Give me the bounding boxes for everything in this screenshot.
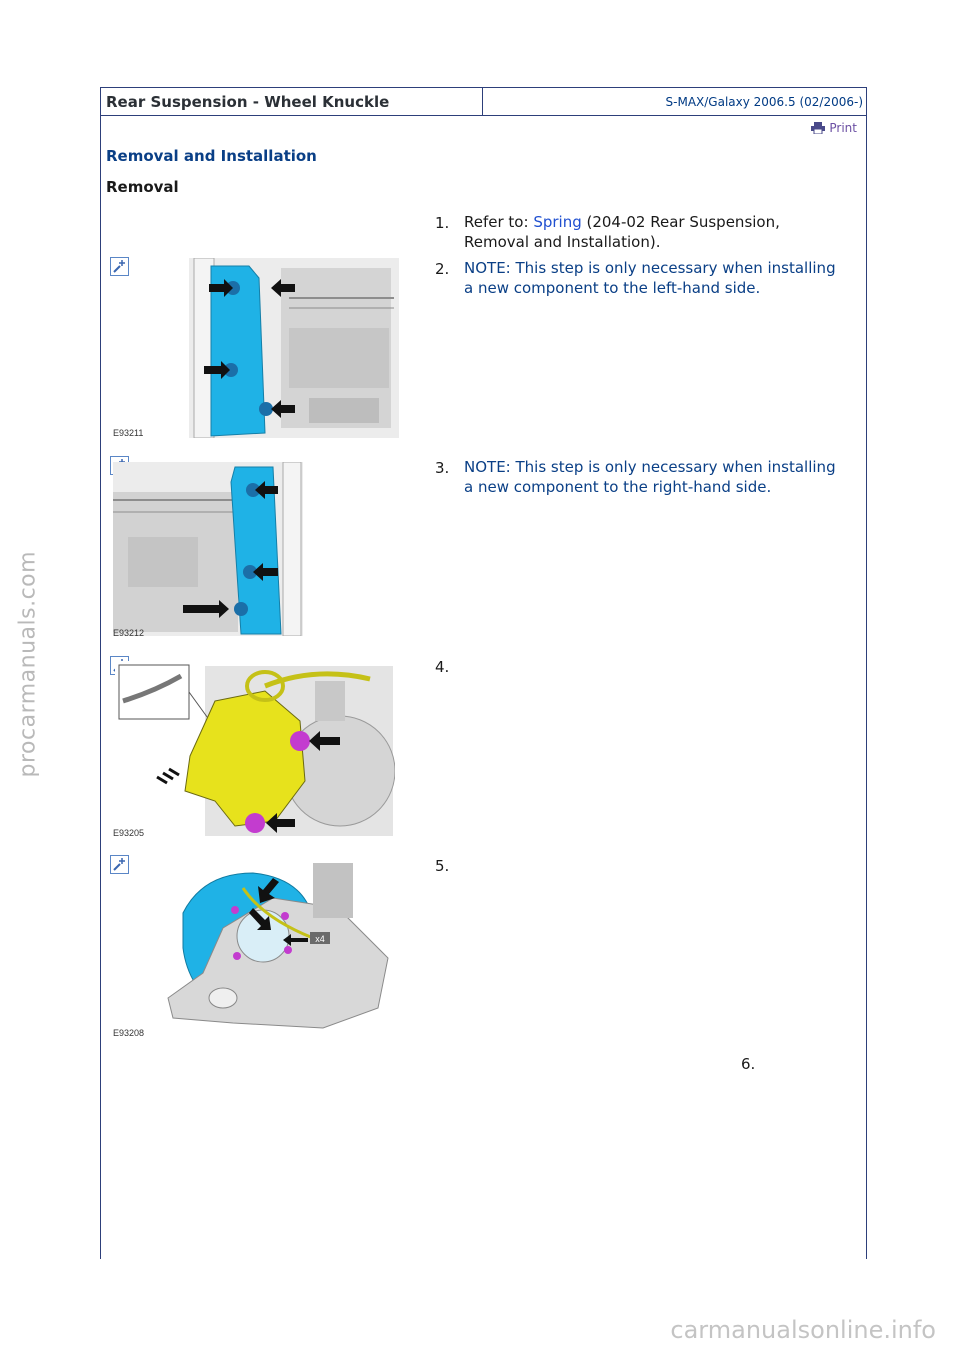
step-3-number: 3. [435,459,450,477]
figure-e93212 [113,462,303,636]
manual-page [100,87,867,1259]
print-button[interactable] [811,121,857,135]
figure-label: E93211 [113,428,144,438]
step-6-number: 6. [741,1055,756,1073]
figure-label: E93208 [113,1028,145,1038]
spring-link[interactable]: Spring [533,213,582,231]
section-title: Removal and Installation [106,147,317,165]
step-3-note: NOTE: This step is only necessary when installing a new component to the right-hand side. [464,458,836,496]
figure-e93205 [115,661,395,837]
page-title: Rear Suspension - Wheel Knuckle [106,93,390,111]
step-1-prefix: Refer to: [464,213,534,231]
step-1-text [464,212,844,252]
step-1-suffix: (204-02 Rear Suspension, Removal and Installation). [464,213,780,251]
quantity-callout: x4 [315,934,325,944]
model-info: S-MAX/Galaxy 2006.5 (02/2006-) [665,95,863,109]
step-4-number: 4. [435,658,450,676]
step-5-number: 5. [435,857,450,875]
step-1-number: 1. [435,214,450,232]
step-2-number: 2. [435,260,450,278]
header-divider [482,88,483,115]
step-2-note: NOTE: This step is only necessary when installing a new component to the left-hand side. [464,259,836,297]
bottom-watermark: carmanualsonline.info [670,1316,936,1344]
figure-e93211 [189,258,399,438]
subsection-title: Removal [106,178,179,196]
figure-e93208 [163,858,399,1034]
figure-label: E93205 [113,828,145,838]
side-watermark: procarmanuals.com [15,550,41,778]
printer-icon [811,122,825,134]
zoom-icon[interactable] [110,855,129,874]
figure-label: E93212 [113,628,145,638]
print-label: Print [829,121,857,135]
page-header [101,88,866,116]
zoom-icon[interactable] [110,257,129,276]
